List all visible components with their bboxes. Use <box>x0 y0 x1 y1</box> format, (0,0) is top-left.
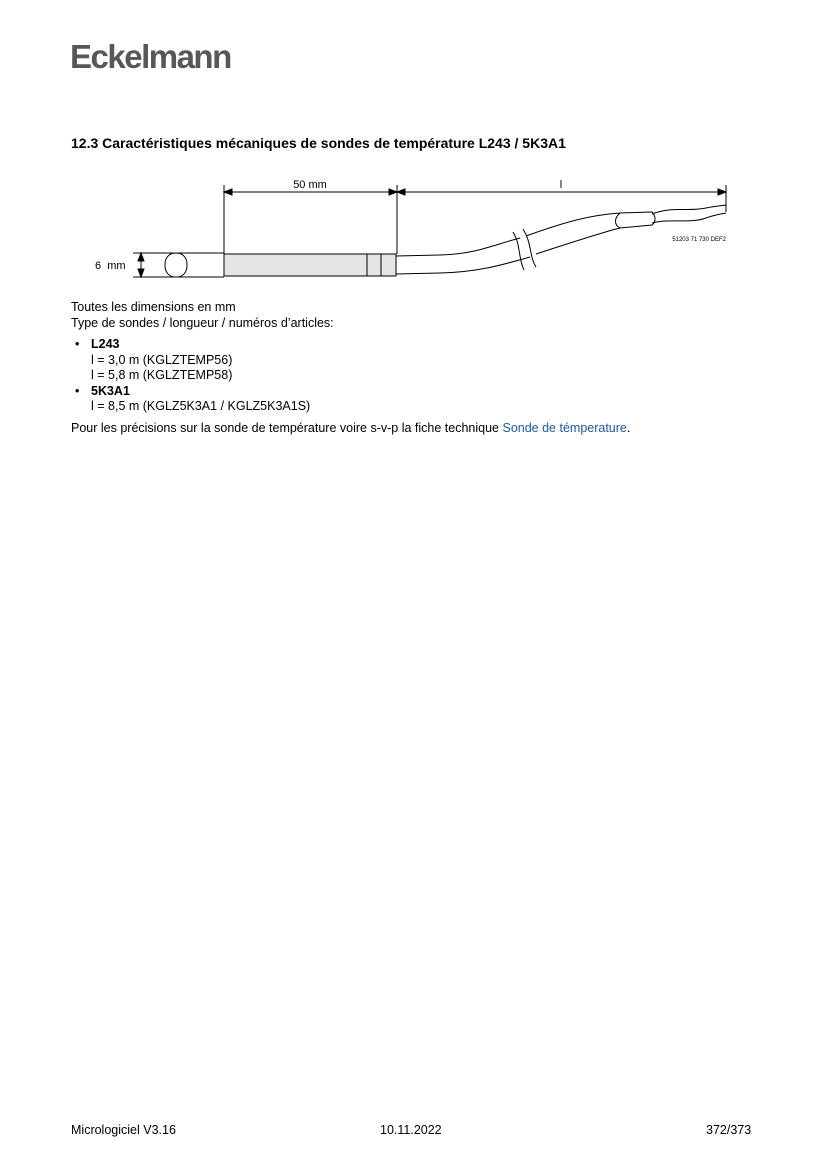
arrow-diameter-bottom <box>138 269 144 277</box>
cable-break-1 <box>513 232 524 270</box>
footer-page-number: 372/373 <box>706 1123 752 1137</box>
footer-software: Micrologiciel V3.16 <box>71 1123 176 1137</box>
probe-length-line: l = 8,5 m (KGLZ5K3A1 / KGLZ5K3A1S) <box>91 399 311 413</box>
probe-ring-2 <box>381 254 396 276</box>
reference-end: . <box>626 420 631 435</box>
arrow-diameter-top <box>138 253 144 261</box>
arrow-mid-right <box>397 189 405 195</box>
section-heading: 12.3 Caractéristiques mécaniques de sondes de température L243 / 5K3A1 <box>71 135 566 151</box>
probe-length-line: l = 3,0 m (KGLZTEMP56) <box>91 352 233 367</box>
dimension-50mm-label: 50 mm <box>293 179 327 191</box>
dimensions-note: Toutes les dimensions en mm <box>71 300 236 314</box>
list-item <box>71 384 771 415</box>
probe-type-l243: • L243 <box>91 337 120 351</box>
cable-far-top <box>526 213 620 236</box>
probe-type-5k3a1: • 5K3A1 <box>91 383 130 398</box>
probe-length-line: l = 5,8 m (KGLZTEMP58) <box>91 368 233 382</box>
eckelmann-logo: Eckelmann <box>70 38 231 75</box>
probe-type-list <box>71 337 771 415</box>
diameter-label: 6 mm <box>95 260 126 272</box>
reference-sentence <box>71 421 771 437</box>
cable-sheath-end <box>616 213 621 228</box>
datasheet-link[interactable]: Sonde de témperature <box>502 420 627 435</box>
types-intro: Type de sondes / longueur / numéros d’articles: <box>71 315 334 330</box>
list-item <box>71 337 771 384</box>
cable-bottom-edge <box>396 257 530 274</box>
probe-dimension-drawing <box>0 170 827 300</box>
footer-date: 10.11.2022 <box>380 1123 442 1137</box>
body-text <box>71 300 771 436</box>
cable-top-edge <box>396 238 520 256</box>
cable-sheath-cut <box>620 212 655 228</box>
wire-2 <box>652 213 726 223</box>
dimension-l-label: l <box>559 179 563 191</box>
drawing-id: 51203 71 730 DEF2 <box>672 237 726 243</box>
probe-body <box>224 254 367 276</box>
reference-text: Pour les précisions sur la sonde de température voire s-v-p la fiche technique <box>71 420 503 435</box>
probe-ring-1 <box>367 254 381 276</box>
probe-end-view <box>165 253 187 277</box>
wire-1 <box>652 205 726 214</box>
arrow-right <box>718 189 726 195</box>
arrow-left <box>224 189 232 195</box>
cable-far-bottom <box>536 228 620 254</box>
